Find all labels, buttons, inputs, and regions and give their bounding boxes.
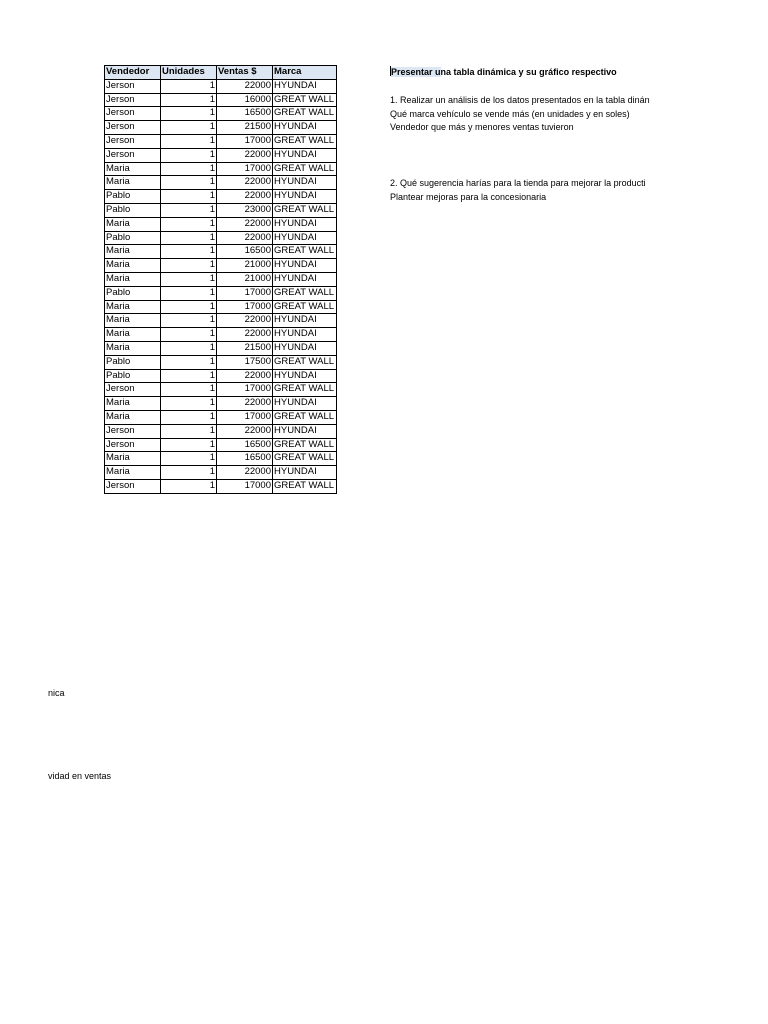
cell-unidades[interactable]: 1 xyxy=(161,286,217,300)
table-row xyxy=(105,355,337,369)
cell-marca[interactable]: HYUNDAI xyxy=(273,397,337,411)
q2-line-2[interactable]: Plantear mejoras para la concesionaria xyxy=(390,191,547,202)
cell-marca[interactable]: GREAT WALL xyxy=(273,203,337,217)
cell-unidades[interactable]: 1 xyxy=(161,93,217,107)
cell-ventas[interactable]: 21000 xyxy=(217,272,273,286)
cell-unidades[interactable]: 1 xyxy=(161,452,217,466)
cell-unidades[interactable]: 1 xyxy=(161,148,217,162)
cell-vendedor[interactable]: Jerson xyxy=(105,134,161,148)
cell-vendedor[interactable]: Maria xyxy=(105,452,161,466)
table-row xyxy=(105,397,337,411)
title-selection: Presentar u xyxy=(391,67,441,77)
cell-ventas[interactable]: 16500 xyxy=(217,245,273,259)
cell-unidades[interactable]: 1 xyxy=(161,466,217,480)
sales-table xyxy=(104,65,337,494)
cell-marca[interactable]: GREAT WALL xyxy=(273,438,337,452)
cell-vendedor[interactable]: Pablo xyxy=(105,286,161,300)
question-1-block xyxy=(390,94,670,135)
cell-ventas[interactable]: 17000 xyxy=(217,134,273,148)
cell-ventas[interactable]: 17000 xyxy=(217,479,273,493)
cell-marca[interactable]: GREAT WALL xyxy=(273,479,337,493)
table-row xyxy=(105,328,337,342)
table-row xyxy=(105,410,337,424)
header-vendedor[interactable]: Vendedor xyxy=(105,66,161,80)
overflow-fragment-2: vidad en ventas xyxy=(48,771,112,781)
cell-marca[interactable]: GREAT WALL xyxy=(273,383,337,397)
table-row xyxy=(105,203,337,217)
header-marca[interactable]: Marca xyxy=(273,66,337,80)
cell-unidades[interactable]: 1 xyxy=(161,107,217,121)
q1-line-2[interactable]: Qué marca vehículo se vende más (en unidades y en soles) xyxy=(390,108,630,119)
table-row xyxy=(105,314,337,328)
q1-line-3[interactable]: Vendedor que más y menores ventas tuvieron xyxy=(390,122,574,133)
cell-vendedor[interactable]: Maria xyxy=(105,176,161,190)
table-row xyxy=(105,217,337,231)
table-row xyxy=(105,121,337,135)
table-row xyxy=(105,176,337,190)
table-row xyxy=(105,245,337,259)
cell-vendedor[interactable]: Jerson xyxy=(105,438,161,452)
table-row xyxy=(105,272,337,286)
cell-unidades[interactable]: 1 xyxy=(161,369,217,383)
cell-marca[interactable]: HYUNDAI xyxy=(273,341,337,355)
cell-ventas[interactable]: 22000 xyxy=(217,217,273,231)
cell-vendedor[interactable]: Jerson xyxy=(105,424,161,438)
cell-vendedor[interactable]: Jerson xyxy=(105,148,161,162)
instructions-title[interactable] xyxy=(390,66,670,80)
cell-unidades[interactable]: 1 xyxy=(161,162,217,176)
cell-ventas[interactable]: 17000 xyxy=(217,286,273,300)
table-row xyxy=(105,369,337,383)
cell-marca[interactable]: HYUNDAI xyxy=(273,176,337,190)
cell-marca[interactable]: HYUNDAI xyxy=(273,217,337,231)
cell-vendedor[interactable]: Jerson xyxy=(105,107,161,121)
cell-unidades[interactable]: 1 xyxy=(161,397,217,411)
cell-marca[interactable]: GREAT WALL xyxy=(273,355,337,369)
q1-line-1[interactable]: 1. Realizar un análisis de los datos presentados en la tabla dinán xyxy=(390,95,650,105)
cell-marca[interactable]: GREAT WALL xyxy=(273,245,337,259)
cell-ventas[interactable]: 21500 xyxy=(217,121,273,135)
cell-unidades[interactable]: 1 xyxy=(161,134,217,148)
cell-vendedor[interactable]: Maria xyxy=(105,272,161,286)
cell-vendedor[interactable]: Maria xyxy=(105,397,161,411)
cell-ventas[interactable]: 22000 xyxy=(217,314,273,328)
cell-ventas[interactable]: 21500 xyxy=(217,341,273,355)
cell-unidades[interactable]: 1 xyxy=(161,121,217,135)
cell-vendedor[interactable]: Jerson xyxy=(105,79,161,93)
cell-marca[interactable]: HYUNDAI xyxy=(273,272,337,286)
table-row xyxy=(105,300,337,314)
cell-ventas[interactable]: 17500 xyxy=(217,355,273,369)
cell-ventas[interactable]: 22000 xyxy=(217,369,273,383)
cell-marca[interactable]: HYUNDAI xyxy=(273,328,337,342)
cell-marca[interactable]: GREAT WALL xyxy=(273,162,337,176)
cell-unidades[interactable]: 1 xyxy=(161,438,217,452)
table-row xyxy=(105,341,337,355)
cell-vendedor[interactable]: Pablo xyxy=(105,203,161,217)
cell-marca[interactable]: HYUNDAI xyxy=(273,79,337,93)
cell-vendedor[interactable]: Pablo xyxy=(105,231,161,245)
cell-unidades[interactable]: 1 xyxy=(161,328,217,342)
cell-marca[interactable]: GREAT WALL xyxy=(273,410,337,424)
cell-marca[interactable]: GREAT WALL xyxy=(273,452,337,466)
cell-unidades[interactable]: 1 xyxy=(161,314,217,328)
cell-ventas[interactable]: 17000 xyxy=(217,300,273,314)
cell-marca[interactable]: GREAT WALL xyxy=(273,134,337,148)
cell-unidades[interactable]: 1 xyxy=(161,479,217,493)
cell-unidades[interactable]: 1 xyxy=(161,259,217,273)
cell-ventas[interactable]: 17000 xyxy=(217,410,273,424)
cell-vendedor[interactable]: Maria xyxy=(105,300,161,314)
cell-vendedor[interactable]: Jerson xyxy=(105,121,161,135)
cell-marca[interactable]: HYUNDAI xyxy=(273,314,337,328)
cell-vendedor[interactable]: Maria xyxy=(105,217,161,231)
cell-unidades[interactable]: 1 xyxy=(161,245,217,259)
cell-unidades[interactable]: 1 xyxy=(161,176,217,190)
table-row xyxy=(105,479,337,493)
cell-unidades[interactable]: 1 xyxy=(161,203,217,217)
cell-unidades[interactable]: 1 xyxy=(161,383,217,397)
cell-unidades[interactable]: 1 xyxy=(161,272,217,286)
table-row xyxy=(105,424,337,438)
cell-vendedor[interactable]: Maria xyxy=(105,245,161,259)
cell-vendedor[interactable]: Maria xyxy=(105,328,161,342)
table-body xyxy=(105,79,337,493)
cell-marca[interactable]: HYUNDAI xyxy=(273,424,337,438)
table-row xyxy=(105,231,337,245)
cell-marca[interactable]: GREAT WALL xyxy=(273,107,337,121)
cell-vendedor[interactable]: Maria xyxy=(105,466,161,480)
cell-ventas[interactable]: 16500 xyxy=(217,452,273,466)
cell-ventas[interactable]: 22000 xyxy=(217,466,273,480)
cell-vendedor[interactable]: Maria xyxy=(105,259,161,273)
table-row xyxy=(105,259,337,273)
cell-unidades[interactable]: 1 xyxy=(161,424,217,438)
cell-unidades[interactable]: 1 xyxy=(161,79,217,93)
cell-ventas[interactable]: 23000 xyxy=(217,203,273,217)
cell-unidades[interactable]: 1 xyxy=(161,231,217,245)
cell-marca[interactable]: GREAT WALL xyxy=(273,286,337,300)
cell-vendedor[interactable]: Maria xyxy=(105,341,161,355)
cell-unidades[interactable]: 1 xyxy=(161,355,217,369)
table-row xyxy=(105,107,337,121)
cell-vendedor[interactable]: Maria xyxy=(105,162,161,176)
cell-ventas[interactable]: 16000 xyxy=(217,93,273,107)
table-row xyxy=(105,466,337,480)
table-row xyxy=(105,148,337,162)
cell-unidades[interactable]: 1 xyxy=(161,410,217,424)
table-row xyxy=(105,190,337,204)
cell-unidades[interactable]: 1 xyxy=(161,341,217,355)
cell-ventas[interactable]: 21000 xyxy=(217,259,273,273)
cell-vendedor[interactable]: Pablo xyxy=(105,355,161,369)
table-header-row xyxy=(105,66,337,80)
cell-vendedor[interactable]: Jerson xyxy=(105,93,161,107)
table-row xyxy=(105,286,337,300)
table-row xyxy=(105,383,337,397)
cell-ventas[interactable]: 22000 xyxy=(217,328,273,342)
cell-marca[interactable]: GREAT WALL xyxy=(273,300,337,314)
cell-vendedor[interactable]: Jerson xyxy=(105,383,161,397)
cell-marca[interactable]: HYUNDAI xyxy=(273,259,337,273)
cell-marca[interactable]: HYUNDAI xyxy=(273,190,337,204)
cell-vendedor[interactable]: Pablo xyxy=(105,369,161,383)
table-row xyxy=(105,452,337,466)
cell-marca[interactable]: GREAT WALL xyxy=(273,93,337,107)
header-ventas[interactable]: Ventas $ xyxy=(217,66,273,80)
cell-ventas[interactable]: 16500 xyxy=(217,438,273,452)
cell-ventas[interactable]: 16500 xyxy=(217,107,273,121)
cell-vendedor[interactable]: Maria xyxy=(105,410,161,424)
table-row xyxy=(105,162,337,176)
cell-ventas[interactable]: 22000 xyxy=(217,176,273,190)
cell-unidades[interactable]: 1 xyxy=(161,217,217,231)
cell-vendedor[interactable]: Pablo xyxy=(105,190,161,204)
cell-marca[interactable]: HYUNDAI xyxy=(273,466,337,480)
cell-ventas[interactable]: 22000 xyxy=(217,79,273,93)
cell-ventas[interactable]: 17000 xyxy=(217,162,273,176)
cell-vendedor[interactable]: Maria xyxy=(105,314,161,328)
cell-marca[interactable]: HYUNDAI xyxy=(273,121,337,135)
cell-ventas[interactable]: 22000 xyxy=(217,190,273,204)
table-row xyxy=(105,79,337,93)
cell-unidades[interactable]: 1 xyxy=(161,190,217,204)
cell-ventas[interactable]: 22000 xyxy=(217,424,273,438)
cell-marca[interactable]: HYUNDAI xyxy=(273,148,337,162)
title-text: na tabla dinámica y su gráfico respectivo xyxy=(440,67,617,77)
overflow-fragment-1: nica xyxy=(48,688,65,698)
question-2-block xyxy=(390,177,670,204)
cell-vendedor[interactable]: Jerson xyxy=(105,479,161,493)
table-row xyxy=(105,93,337,107)
cell-ventas[interactable]: 22000 xyxy=(217,148,273,162)
cell-ventas[interactable]: 22000 xyxy=(217,397,273,411)
cell-marca[interactable]: HYUNDAI xyxy=(273,369,337,383)
cell-marca[interactable]: HYUNDAI xyxy=(273,231,337,245)
table-row xyxy=(105,438,337,452)
q2-line-1[interactable]: 2. Qué sugerencia harías para la tienda para mejorar la producti xyxy=(390,178,646,188)
header-unidades[interactable]: Unidades xyxy=(161,66,217,80)
cell-ventas[interactable]: 17000 xyxy=(217,383,273,397)
cell-ventas[interactable]: 22000 xyxy=(217,231,273,245)
cell-unidades[interactable]: 1 xyxy=(161,300,217,314)
table-row xyxy=(105,134,337,148)
